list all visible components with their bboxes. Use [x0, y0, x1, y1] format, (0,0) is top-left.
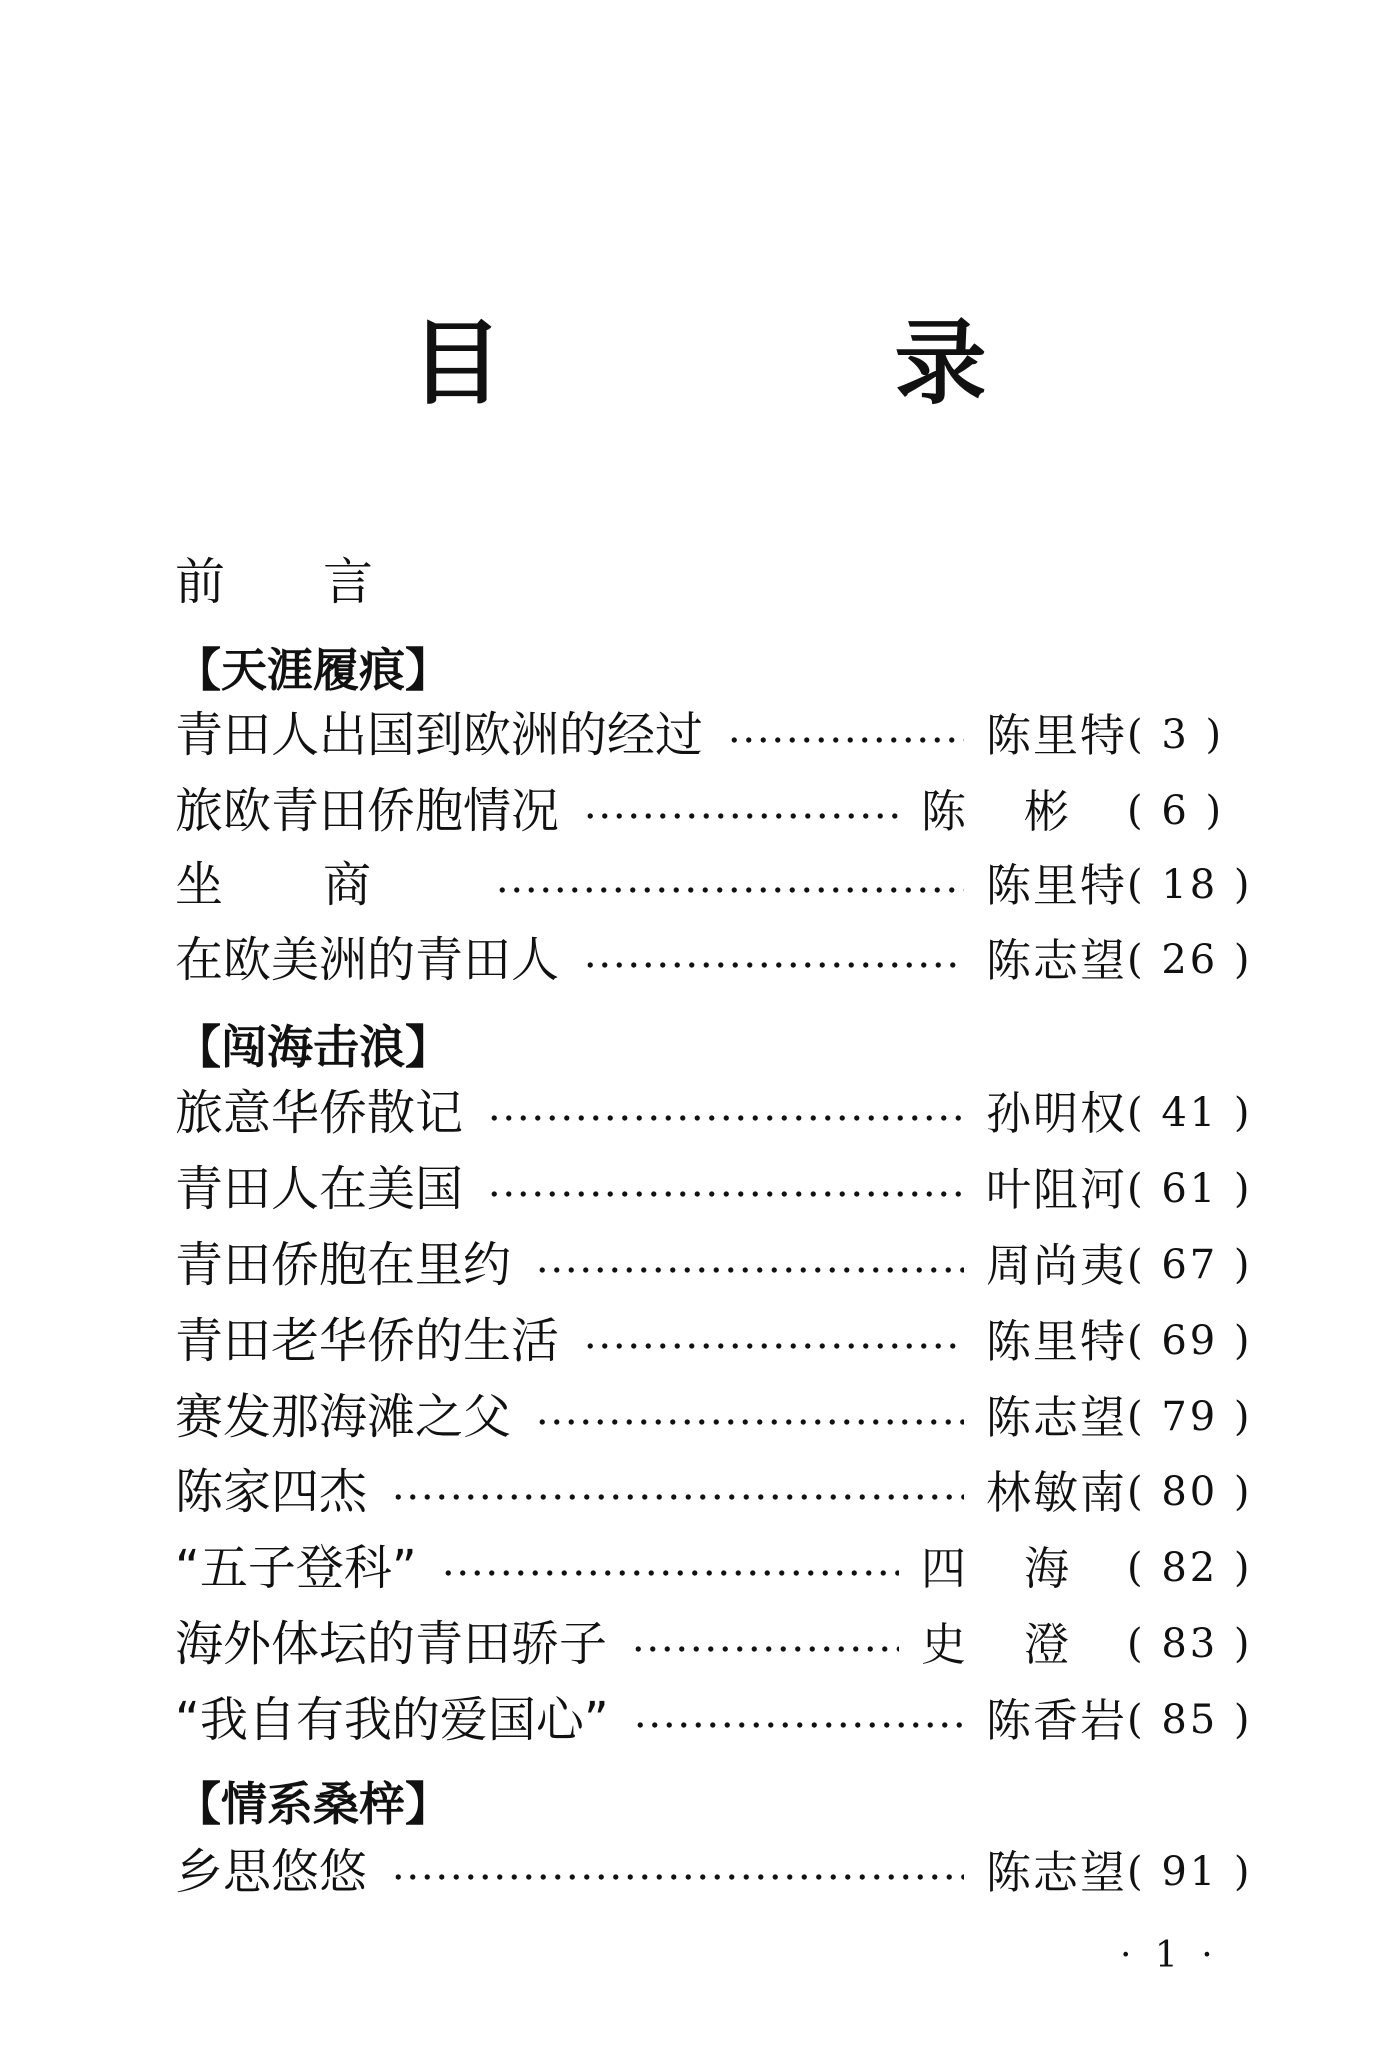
toc-entry: [175, 1614, 1277, 1674]
entry-page: ( 26 ): [1127, 937, 1253, 983]
entry-page: ( 18 ): [1127, 862, 1253, 908]
entry-page: ( 79 ): [1127, 1394, 1253, 1440]
toc-entry: [175, 705, 1277, 765]
entry-title: 青田人出国到欧洲的经过: [175, 707, 704, 763]
dot-leader: [441, 1569, 899, 1577]
entry-title: 坐商: [175, 857, 472, 913]
toc-entry: [175, 1311, 1277, 1371]
entry-author: 周尚夷: [985, 1238, 1127, 1292]
entry-author: 四海: [920, 1541, 1127, 1595]
dot-leader: [495, 886, 964, 894]
dot-leader: [391, 1873, 964, 1881]
entry-author: 陈里特: [985, 708, 1127, 762]
entry-author: 林敏南: [985, 1465, 1127, 1519]
entry-author: 陈里特: [985, 858, 1127, 912]
toc-entry: [175, 1159, 1277, 1219]
entry-title: 海外体坛的青田骄子: [175, 1616, 608, 1672]
entry-page: ( 41 ): [1127, 1090, 1253, 1136]
dot-leader: [487, 1190, 964, 1198]
dot-leader: [487, 1114, 964, 1122]
entry-page: ( 3 ): [1127, 712, 1225, 758]
toc-entry: [175, 855, 1277, 915]
toc-entry: [175, 1387, 1277, 1447]
dot-leader: [391, 1493, 964, 1501]
entry-title: 乡思悠悠: [175, 1844, 368, 1900]
dot-leader: [633, 1721, 964, 1729]
section-heading: 【闯海击浪】: [175, 1020, 451, 1074]
entry-title: 旅意华侨散记: [175, 1085, 464, 1141]
entry-author: 孙明权: [985, 1086, 1127, 1140]
entry-title: 在欧美洲的青田人: [175, 932, 560, 988]
entry-title: “我自有我的爱国心”: [175, 1692, 609, 1748]
entry-page: ( 6 ): [1127, 788, 1225, 834]
entry-author: 陈志望: [985, 1845, 1127, 1899]
dot-leader: [583, 961, 964, 969]
entry-author: 陈志望: [985, 933, 1127, 987]
entry-title: 赛发那海滩之父: [175, 1389, 512, 1445]
entry-author: 陈彬: [920, 784, 1127, 838]
entry-author: 陈里特: [985, 1314, 1127, 1368]
entry-author: 陈香岩: [985, 1693, 1127, 1747]
page-title: 目 录: [410, 310, 1137, 417]
entry-author: 叶阻河: [985, 1162, 1127, 1216]
toc-entry: [175, 1235, 1277, 1295]
dot-leader: [583, 1342, 964, 1350]
entry-title: 旅欧青田侨胞情况: [175, 783, 560, 839]
entry-title: 陈家四杰: [175, 1464, 368, 1520]
entry-page: ( 80 ): [1127, 1469, 1253, 1515]
section-heading: 【天涯履痕】: [175, 643, 451, 697]
entry-author: 陈志望: [985, 1390, 1127, 1444]
entry-page: ( 67 ): [1127, 1242, 1253, 1288]
dot-leader: [727, 736, 964, 744]
dot-leader: [583, 812, 899, 820]
entry-page: ( 82 ): [1127, 1545, 1253, 1591]
entry-title: 青田侨胞在里约: [175, 1237, 512, 1293]
toc-entry: [175, 1842, 1277, 1902]
entry-page: ( 85 ): [1127, 1697, 1253, 1743]
toc-entry: [175, 1690, 1277, 1750]
toc-entry: [175, 1462, 1277, 1522]
dot-leader: [535, 1266, 964, 1274]
entry-title: “五子登科”: [175, 1540, 417, 1596]
toc-entry: [175, 1538, 1277, 1598]
entry-page: ( 61 ): [1127, 1166, 1253, 1212]
entry-page: ( 69 ): [1127, 1318, 1253, 1364]
entry-title: 青田人在美国: [175, 1161, 464, 1217]
toc-entry: [175, 781, 1277, 841]
page-number: · 1 ·: [1120, 1935, 1219, 1976]
entry-author: 史澄: [920, 1617, 1127, 1671]
dot-leader: [535, 1418, 964, 1426]
dot-leader: [631, 1645, 899, 1653]
toc-preface: 前言: [175, 553, 471, 611]
entry-title: 青田老华侨的生活: [175, 1313, 560, 1369]
entry-page: ( 83 ): [1127, 1621, 1253, 1667]
toc-entry: [175, 930, 1277, 990]
section-heading: 【情系桑梓】: [175, 1777, 451, 1831]
entry-page: ( 91 ): [1127, 1849, 1253, 1895]
toc-entry: [175, 1083, 1277, 1143]
